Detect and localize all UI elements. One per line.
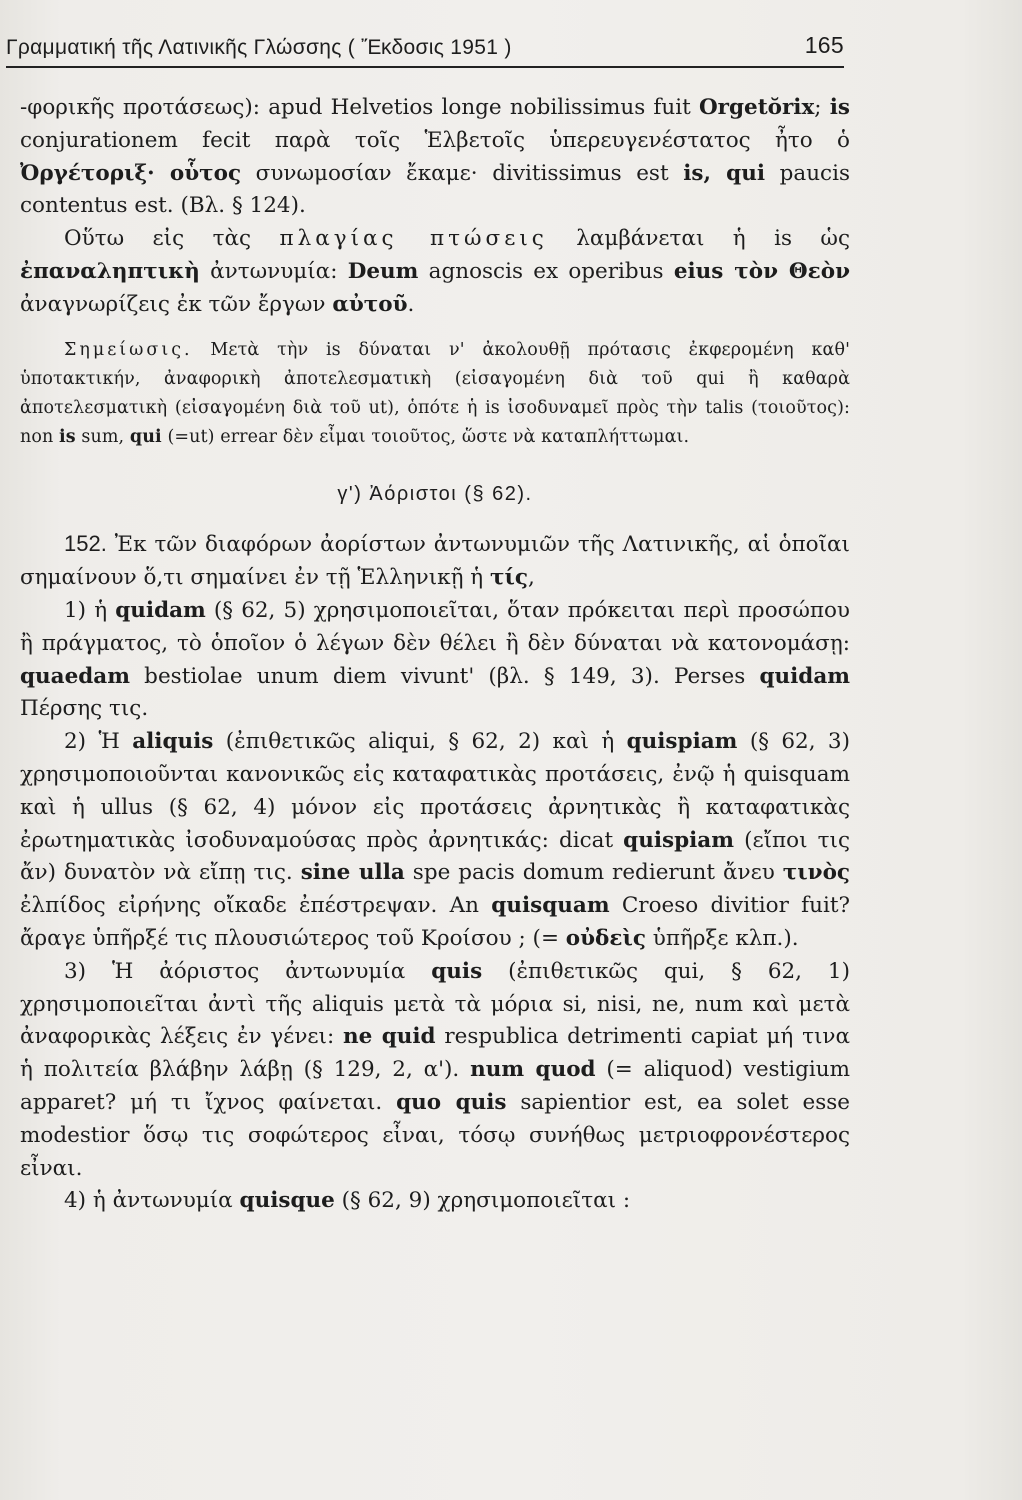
running-title: Γραμματική τῆς Λατινικῆς Γλώσσης ( Ἔκδοσις 1951 ) <box>6 36 512 59</box>
list-item-1: 1) ἡ quidam (§ 62, 5) χρησιμοποιεῖται, ὅταν πρόκειται περὶ προσώπου ἢ πράγματος, τὸ ὁποῖον ὁ λέγων δὲν θέλει ἢ δὲν δύναται νὰ κατονομάσῃ: quaedam bestiolae unum diem vivunt' (βλ. § 149, 3). Perses quidam Πέρσης τις. <box>20 597 850 722</box>
paragraph-oblique-cases: Οὕτω εἰς τὰς πλαγίας πτώσεις λαμβάνεται ἡ is ὡς ἐπαναληπτικὴ ἀντωνυμία: Deum agnoscis ex operibus eius τὸν Θεὸν ἀναγνωρίζεις ἐκ τῶν ἔργων αὐτοῦ. <box>20 226 850 317</box>
section-heading: γ') Ἀόριστοι (§ 62). <box>337 482 533 505</box>
header-rule <box>6 66 844 68</box>
paragraph-number: 152. <box>64 531 107 557</box>
page-number: 165 <box>804 32 844 58</box>
list-item-3: 3) Ἡ ἀόριστος ἀντωνυμία quis (ἐπιθετικῶς qui, § 62, 1) χρησιμοποιεῖται ἀντὶ τῆς aliquis μετὰ τὰ μόρια si, nisi, ne, num καὶ μετὰ ἀναφορικὰς λέξεις ἐν γένει: ne quid respublica detrimenti capiat μή τινα ἡ πολιτεία βλάβην λάβῃ (§ 129, 2, α'). num quod (= aliquod) vestigium apparet? μή τι ἴχνος φαίνεται. quo quis sapientior est, ea solet esse modestior ὅσῳ τις σοφώτερος εἶναι, τόσῳ συνήθως μετριοφρονέστερος εἶναι. <box>20 958 850 1181</box>
paragraph-continuation: -φορικῆς προτάσεως): apud Helvetios longe nobilissimus fuit Orgetŏrix; is conjurationem fecit παρὰ τοῖς Ἑλβετοῖς ὑπερευγενέστατος ἦτο ὁ Ὀργέτοριξ· οὗτος συνωμοσίαν ἔκαμε· divitissimus est is, qui paucis contentus est. (Βλ. § 124). <box>20 95 851 219</box>
running-header <box>6 32 848 66</box>
text-body <box>20 92 850 1218</box>
note-paragraph: Σημείωσις. Μετὰ τὴν is δύναται ν' ἀκολουθῇ πρότασις ἐκφερομένη καθ' ὑποτακτικήν, ἀναφορικὴ ἀποτελεσματικὴ (εἰσαγομένη διὰ τοῦ qui ἢ καθαρὰ ἀποτελεσματικὴ (εἰσαγομένη διὰ τοῦ ut), ὁπότε ἡ is ἰσοδυναμεῖ πρὸς τὴν talis (τοιοῦτος): non is sum, qui (=ut) errear δὲν εἶμαι τοιοῦτος, ὥστε νὰ καταπλήττωμαι. <box>20 339 850 447</box>
list-item-4: 4) ἡ ἀντωνυμία quisque (§ 62, 9) χρησιμοποιεῖται : <box>64 1188 631 1214</box>
note-label: Σημείωσις. <box>64 339 193 360</box>
list-item-2: 2) Ἡ aliquis (ἐπιθετικῶς aliqui, § 62, 2) καὶ ἡ quispiam (§ 62, 3) χρησιμοποιοῦνται κανονικῶς εἰς καταφατικὰς προτάσεις, ἐνῷ ἡ quisquam καὶ ἡ ullus (§ 62, 4) μόνον εἰς προτάσεις ἀρνητικὰς ἢ καταφατικὰς ἐρωτηματικὰς ἰσοδυναμούσας πρὸς ἀρνητικάς: dicat quispiam (εἴποι τις ἄν) δυνατὸν νὰ εἴπῃ τις. sine ulla spe pacis domum redierunt ἄνευ τινὸς ἐλπίδος εἰρήνης οἴκαδε ἐπέστρεψαν. An quisquam Croeso divitior fuit? ἄραγε ὑπῆρξέ τις πλουσιώτερος τοῦ Κροίσου ; (= οὐδεὶς ὑπῆρξε κλπ.). <box>20 729 851 951</box>
paragraph-152: 152. Ἐκ τῶν διαφόρων ἀορίστων ἀντωνυμιῶν τῆς Λατινικῆς, αἱ ὁποῖαι σημαίνουν ὅ,τι σημαίνει ἐν τῇ Ἑλληνικῇ ἡ τίς, <box>20 531 850 591</box>
